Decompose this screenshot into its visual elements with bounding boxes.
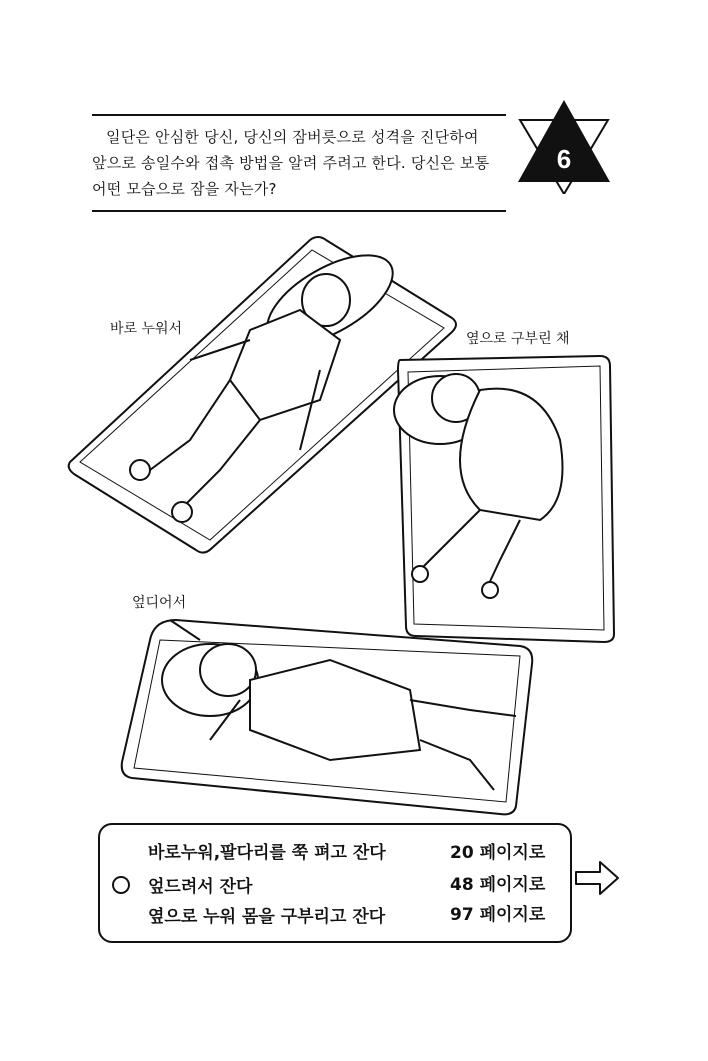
label-prone: 엎디어서 bbox=[132, 595, 187, 611]
answer-option-3[interactable]: 옆으로 누워 몸을 구부리고 잔다 bbox=[148, 907, 386, 927]
answer-page-1[interactable]: 20 페이지로 bbox=[450, 843, 546, 863]
answer-page-2[interactable]: 48 페이지로 bbox=[450, 875, 546, 895]
prone-sleeper-illustration bbox=[122, 620, 533, 814]
selected-marker-icon bbox=[112, 876, 130, 894]
answer-option-2[interactable]: 엎드려서 잔다 bbox=[148, 877, 253, 897]
arrow-right-icon bbox=[574, 858, 620, 898]
answer-option-1[interactable]: 바로누워,팔다리를 쭉 펴고 잔다 bbox=[148, 843, 386, 863]
answer-page-3[interactable]: 97 페이지로 bbox=[450, 905, 546, 925]
question-line-2: 앞으로 송일수와 접촉 방법을 알려 주려고 한다. 당신은 보통 bbox=[92, 154, 490, 172]
label-side-curled: 옆으로 구부린 채 bbox=[466, 331, 570, 347]
question-line-1: 일단은 안심한 당신, 당신의 잠버릇으로 성격을 진단하여 bbox=[106, 128, 479, 146]
badge-number: 6 bbox=[556, 144, 572, 174]
side-curled-sleeper-illustration bbox=[394, 356, 614, 642]
question-line-3: 어떤 모습으로 잠을 자는가? bbox=[92, 180, 277, 198]
label-supine: 바로 누워서 bbox=[110, 321, 183, 337]
